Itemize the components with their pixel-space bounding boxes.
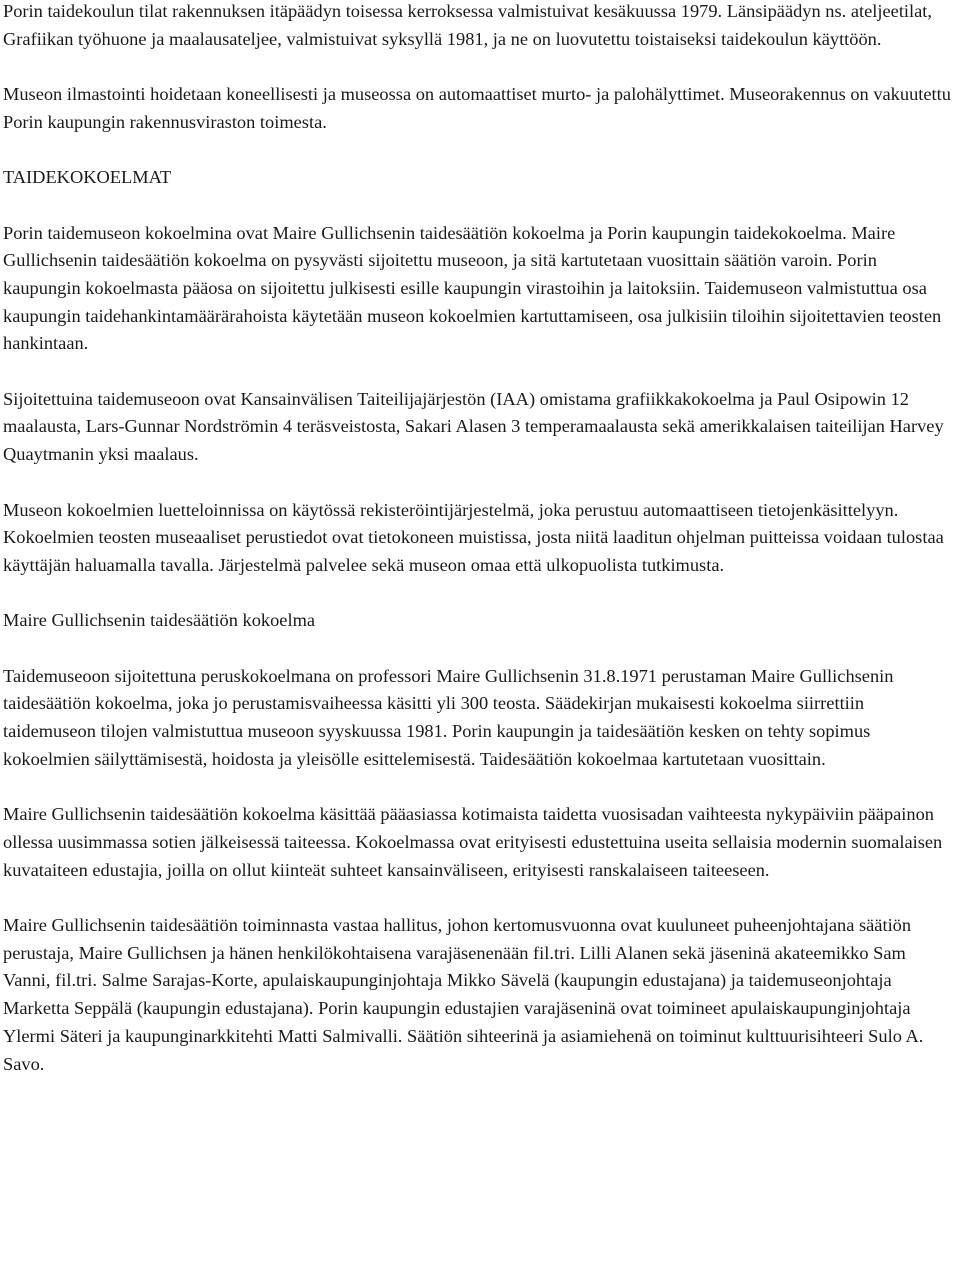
- paragraph-sijoitettuina: Sijoitettuina taidemuseoon ovat Kansainvälisen Taiteilijajärjestön (IAA) omistama grafiikkakokoelma ja Paul Osipowin 12 maalausta, Lars-Gunnar Nordströmin 4 teräsveistosta, Sakari Alasen 3 temperamaalausta sekä amerikkalaisen taiteilijan Harvey Quaytmanin yksi maalaus.: [3, 388, 944, 465]
- paragraph-peruskokoelma: Taidemuseoon sijoitettuna peruskokoelmana on professori Maire Gullichsenin 31.8.1971 perustaman Maire Gullichsenin taidesäätiön kokoelma, joka jo perustamisvaiheessa käsitti yli 300 teosta. Säädekirjan mukaisesti kokoelma siirrettiin taidemuseon tilojen valmistuttua museoon syyskuussa 1981. Porin kaupungin ja taidesäätiön kesken on tehty sopimus kokoelmien säilyttämisestä, hoidosta ja yleisölle esittelemisestä. Taidesäätiön kokoelmaa kartutetaan vuosittain.: [3, 665, 894, 769]
- document-page: [3, 0, 953, 1078]
- section-heading-gullichsen-kokoelma: Maire Gullichsenin taidesäätiön kokoelma: [3, 610, 316, 631]
- section-heading-taidekokoelmat: TAIDEKOKOELMAT: [3, 167, 172, 188]
- paragraph-kokoelmat: Porin taidemuseon kokoelmina ovat Maire Gullichsenin taidesäätiön kokoelma ja Porin kaupungin taidekokoelma. Maire Gullichsenin taidesäätiön kokoelma on pysyvästi sijoitettu museoon, ja sitä kartutetaan vuosittain säätiön varoin. Porin kaupungin kokoelmasta pääosa on sijoitettu julkisesti esille kaupungin virastoihin ja laitoksiin. Taidemuseon valmistuttua osa kaupungin taidehankintamäärärahoista käytetään museon kokoelmien kartuttamiseen, osa julkisiin tiloihin sijoitettavien teosten hankintaan.: [3, 222, 942, 354]
- paragraph-hallitus: Maire Gullichsenin taidesäätiön toiminnasta vastaa hallitus, johon kertomusvuonna ovat kuuluneet puheenjohtajana säätiön perustaja, Maire Gullichsen ja hänen henkilökohtaisena varajäsenenään fil.tri. Lilli Alanen sekä jäseninä akateemikko Sam Vanni, fil.tri. Salme Sarajas-Korte, apulaiskaupunginjohtaja Mikko Sävelä (kaupungin edustajana) ja taidemuseonjohtaja Marketta Seppälä (kaupungin edustajana). Porin kaupungin edustajien varajäseninä ovat toimineet apulaiskaupunginjohtaja Ylermi Säteri ja kaupunginarkkitehti Matti Salmivalli. Säätiön sihteerinä ja asiamiehenä on toiminut kulttuurisihteeri Sulo A. Savo.: [3, 915, 924, 1074]
- paragraph-ilmastointi: Museon ilmastointi hoidetaan koneellisesti ja museossa on automaattiset murto- ja palohälyttimet. Museorakennus on vakuutettu Porin kaupungin rakennusviraston toimesta.: [3, 84, 951, 132]
- paragraph-taidekoulu-tilat: Porin taidekoulun tilat rakennuksen itäpäädyn toisessa kerroksessa valmistuivat kesäkuussa 1979. Länsipäädyn ns. ateljeetilat, Grafiikan työhuone ja maalausateljee, valmistuivat syksyllä 1981, ja ne on luovutettu toistaiseksi taidekoulun käyttöön.: [3, 1, 933, 49]
- paragraph-luettelointi: Museon kokoelmien luetteloinnissa on käytössä rekisteröintijärjestelmä, joka perustuu automaattiseen tietojenkäsittelyyn. Kokoelmien teosten museaaliset perustiedot ovat tietokoneen muistissa, josta niitä laaditun ohjelman puitteissa voidaan tulostaa käyttäjän haluamalla tavalla. Järjestelmä palvelee sekä museon omaa että ulkopuolista tutkimusta.: [3, 499, 944, 575]
- paragraph-kotimainen-taide: Maire Gullichsenin taidesäätiön kokoelma käsittää pääasiassa kotimaista taidetta vuosisadan vaihteesta nykypäiviin pääpainon ollessa uusimmassa sotien jälkeisessä taiteessa. Kokoelmassa ovat erityisesti edustettuina useita sellaisia modernin suomalaisen kuvataiteen edustajia, joilla on ollut kiinteät suhteet kansainväliseen, erityisesti ranskalaiseen taiteeseen.: [3, 804, 943, 880]
